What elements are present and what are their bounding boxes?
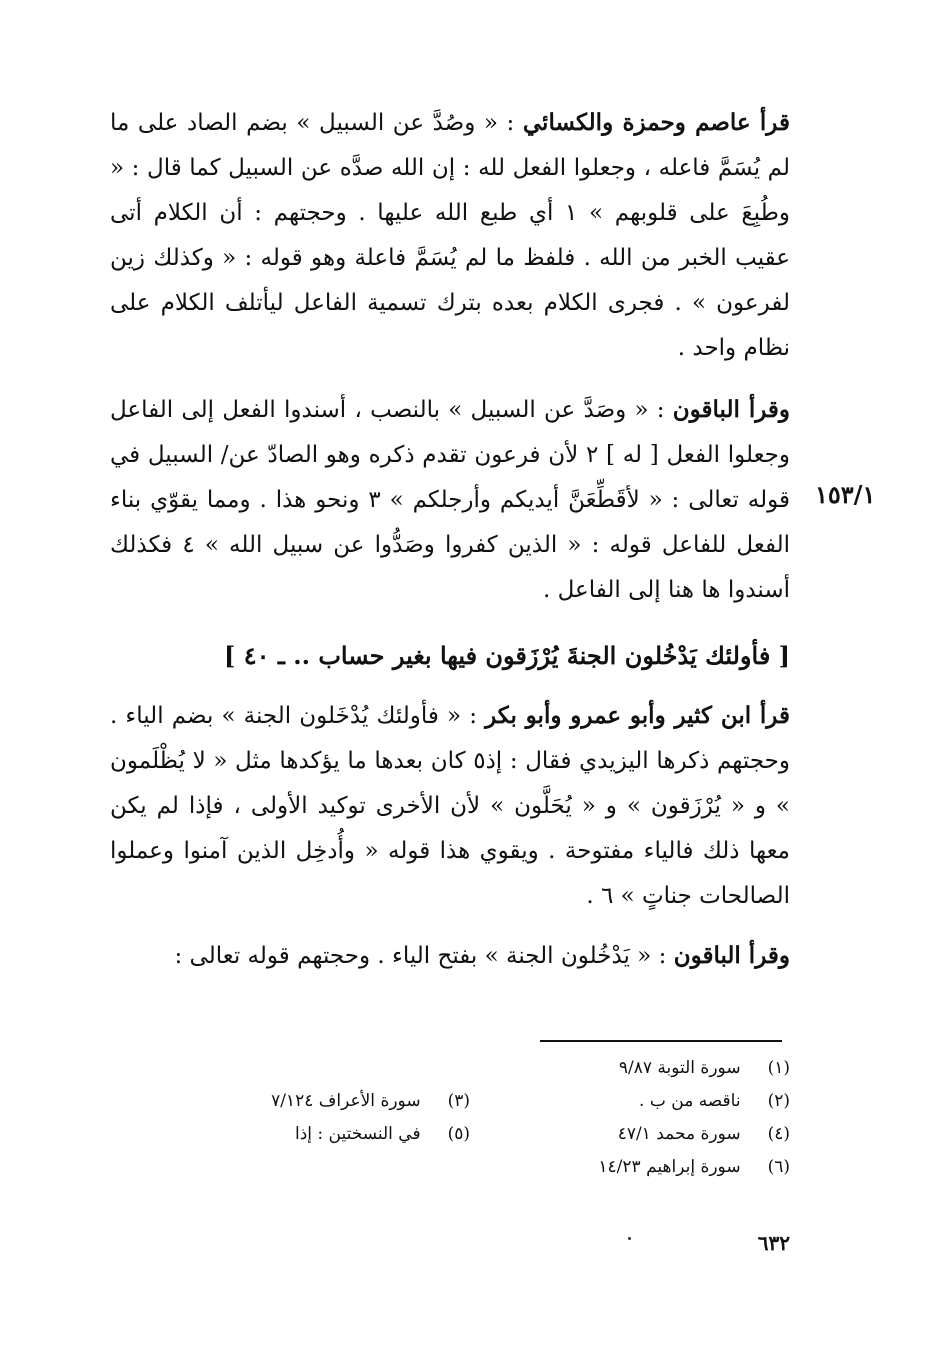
footnote-number: (٥) — [447, 1124, 470, 1144]
footnote-text: في النسختين : إذا — [294, 1124, 421, 1144]
footnote-4 — [490, 1118, 790, 1151]
paragraph-4-lead: وقرأ الباقون — [673, 942, 790, 969]
paragraph-1-lead: قرأ عاصم وحمزة والكسائي — [522, 109, 790, 136]
footnote-text: سورة إبراهيم ١٤/٢٣ — [598, 1157, 741, 1177]
footnote-row — [170, 1151, 790, 1184]
footnote-text: سورة محمد ٤٧/١ — [617, 1124, 741, 1144]
paragraph-1-text: : « وصُدَّ عن السبيل » بضم الصاد على ما لم يُسَمَّ فاعله ، وجعلوا الفعل لله : إن الله صدَّه عن السبيل كما قال : « وطُبِعَ على قلوبهم » ١ أي طبع الله عليها . وحجتهم : أن الكلام أتى عقيب الخبر من الله . فلفظ ما لم يُسَمَّ فاعلة وهو قوله : « وكذلك زين لفرعون » . فجرى الكلام بعده بترك تسمية الفاعل ليأتلف الكلام على نظام واحد . — [110, 110, 790, 361]
paragraph-1-body — [110, 100, 790, 371]
paragraph-2-text: : « وصَدَّ عن السبيل » بالنصب ، أسندوا الفعل إلى الفاعل وجعلوا الفعل [ له ] ٢ لأن فرعون تقدم ذكره وهو الصادّ عن/ السبيل في قوله تعالى : « لأقَطِّعَنَّ أيديكم وأرجلكم » ٣ ونحو هذا . ومما يقوّي بناء الفعل للفاعل قوله : « الذين كفروا وصَدُّوا عن سبيل الله » ٤ فكذلك أسندوا ها هنا إلى الفاعل . — [110, 397, 791, 603]
footnote-1 — [490, 1052, 790, 1085]
footnote-2 — [490, 1085, 790, 1118]
paragraph-1 — [110, 100, 790, 371]
footnote-number: (٢) — [767, 1091, 790, 1111]
footnote-number: (١) — [767, 1058, 790, 1078]
paragraph-4-text: : « يَدْخُلون الجنة » بفتح الياء . وحجتهم قوله تعالى : — [174, 943, 674, 969]
footnote-number: (٦) — [767, 1157, 790, 1177]
footnote-text: ناقصه من ب . — [639, 1091, 741, 1111]
paragraph-2-body — [110, 387, 790, 613]
paragraph-3-text: : « فأولئك يُدْخَلون الجنة » بضم الياء . وحجتهم ذكرها اليزيدي فقال : إذ٥ كان بعدها ما يؤكدها مثل « لا يُظْلَمون » و « يُرْزَقون » و « يُحَلَّون » لأن الأخرى توكيد الأولى ، فإذا لم يكن معها ذلك فالياء مفتوحة . ويقوي هذا قوله « وأُدخِل الذين آمنوا وعملوا الصالحات جناتٍ » ٦ . — [110, 703, 790, 909]
footnote-5 — [170, 1118, 470, 1151]
footnote-text: سورة التوبة ٩/٨٧ — [618, 1058, 741, 1078]
footnote-divider — [540, 1040, 782, 1042]
paragraph-3 — [110, 693, 790, 919]
page-number: ٦٣٢ — [757, 1231, 790, 1255]
paragraph-4-body — [110, 933, 790, 979]
footnote-row — [170, 1118, 790, 1151]
footnote-6 — [490, 1151, 790, 1184]
footnote-empty — [170, 1052, 470, 1085]
footnote-text: سورة الأعراف ٧/١٢٤ — [271, 1091, 421, 1111]
paragraph-4 — [110, 933, 790, 979]
margin-manuscript-ref: ١٥٣/١ — [815, 480, 876, 509]
verse-heading: [ فأولئك يَدْخُلون الجنةَ يُرْزَقون فيها بغير حساب .. ـ ٤٠ ] — [224, 641, 790, 670]
footnote-number: (٤) — [767, 1124, 790, 1144]
footnote-row — [170, 1085, 790, 1118]
footnote-row — [170, 1052, 790, 1085]
paragraph-3-body — [110, 693, 790, 919]
footnote-3 — [170, 1085, 470, 1118]
footnote-number: (٣) — [447, 1091, 470, 1111]
scan-speck — [628, 1237, 631, 1240]
paragraph-2 — [110, 387, 790, 613]
paragraph-3-lead: قرأ ابن كثير وأبو عمرو وأبو بكر — [485, 702, 790, 729]
footnote-empty — [170, 1151, 470, 1184]
paragraph-2-lead: وقرأ الباقون — [672, 396, 791, 423]
footnotes — [170, 1052, 790, 1184]
